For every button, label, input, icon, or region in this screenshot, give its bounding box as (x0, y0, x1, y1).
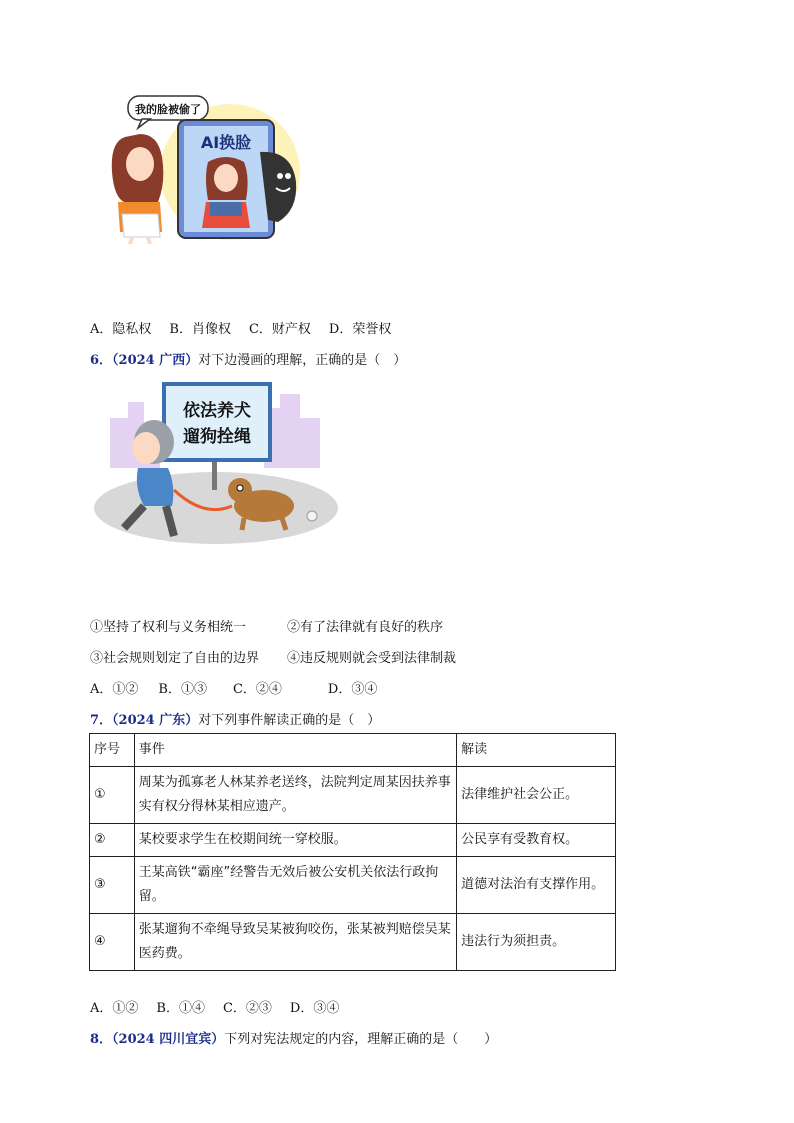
row-event: 张某遛狗不牵绳导致吴某被狗咬伤，张某被判赔偿吴某医药费。 (134, 914, 456, 971)
q6-option-a[interactable]: A．①② (90, 682, 139, 697)
row-interpretation: 公民享有受教育权。 (457, 824, 616, 857)
row-event: 周某为孤寡老人林某养老送终，法院判定周某因扶养事实有权分得林某相应遗产。 (134, 767, 456, 824)
header-index: 序号 (90, 734, 135, 767)
q6-statements-row-1 (90, 616, 443, 635)
q6-statement-3: ③社会规则划定了自由的边界 (90, 651, 260, 666)
q7-options (90, 997, 357, 1016)
table-row (90, 767, 616, 824)
q5-option-b[interactable]: B．肖像权 (169, 322, 231, 337)
q6-statements-row-2 (90, 647, 456, 666)
question-8-header (90, 1028, 497, 1047)
events-table (89, 733, 616, 971)
dog-leash-cartoon (94, 378, 338, 548)
row-event: 某校要求学生在校期间统一穿校服。 (134, 824, 456, 857)
question-7-stem: 对下列事件解读正确的是（ ） (198, 713, 381, 728)
row-index: ① (90, 767, 135, 824)
q5-option-a[interactable]: A．隐私权 (90, 322, 152, 337)
q6-statement-4: ④违反规则就会受到法律制裁 (287, 651, 457, 666)
row-interpretation: 道德对法治有支撑作用。 (457, 857, 616, 914)
question-6-header (90, 349, 406, 368)
row-interpretation: 违法行为须担责。 (457, 914, 616, 971)
q6-option-b[interactable]: B．①③ (158, 682, 207, 697)
row-index: ④ (90, 914, 135, 971)
q6-statement-2: ②有了法律就有良好的秩序 (287, 620, 444, 635)
row-index: ② (90, 824, 135, 857)
row-interpretation: 法律维护社会公正。 (457, 767, 616, 824)
sign-line-1: 依法养犬 (183, 401, 251, 421)
sign-line-2: 遛狗拴绳 (183, 427, 251, 447)
question-8-source: （2024 四川宜宾） (112, 1032, 225, 1047)
q6-statement-1: ①坚持了权利与义务相统一 (90, 620, 247, 635)
question-8-stem: 下列对宪法规定的内容，理解正确的是（ ） (224, 1032, 498, 1047)
q7-option-a[interactable]: A．①② (90, 1001, 139, 1016)
question-6-source: （2024 广西） (112, 353, 199, 368)
speech-bubble-text: 我的脸被偷了 (135, 103, 201, 116)
table-row (90, 914, 616, 971)
question-6-stem: 对下边漫画的理解，正确的是（ ） (198, 353, 407, 368)
question-7-number: 7． (90, 713, 113, 728)
ai-face-swap-cartoon (100, 92, 300, 244)
header-interpretation: 解读 (457, 734, 616, 767)
question-8-number: 8． (90, 1032, 113, 1047)
row-event: 王某高铁“霸座”经警告无效后被公安机关依法行政拘留。 (134, 857, 456, 914)
q5-option-c[interactable]: C．财产权 (248, 322, 311, 337)
phone-screen-text: AI换脸 (200, 133, 252, 152)
q6-options (90, 678, 395, 697)
table-header-row (90, 734, 616, 767)
q5-option-d[interactable]: D．荣誉权 (328, 322, 392, 337)
table-row (90, 824, 616, 857)
row-index: ③ (90, 857, 135, 914)
table-row (90, 857, 616, 914)
q5-options (90, 318, 409, 337)
q7-option-b[interactable]: B．①④ (156, 1001, 205, 1016)
q7-option-d[interactable]: D．③④ (289, 1001, 340, 1016)
q6-option-d[interactable]: D．③④ (327, 682, 378, 697)
question-6-number: 6． (90, 353, 113, 368)
q6-option-c[interactable]: C．②④ (232, 682, 282, 697)
q7-option-c[interactable]: C．②③ (222, 1001, 272, 1016)
question-7-header (90, 709, 380, 728)
question-7-source: （2024 广东） (112, 713, 199, 728)
header-event: 事件 (134, 734, 456, 767)
